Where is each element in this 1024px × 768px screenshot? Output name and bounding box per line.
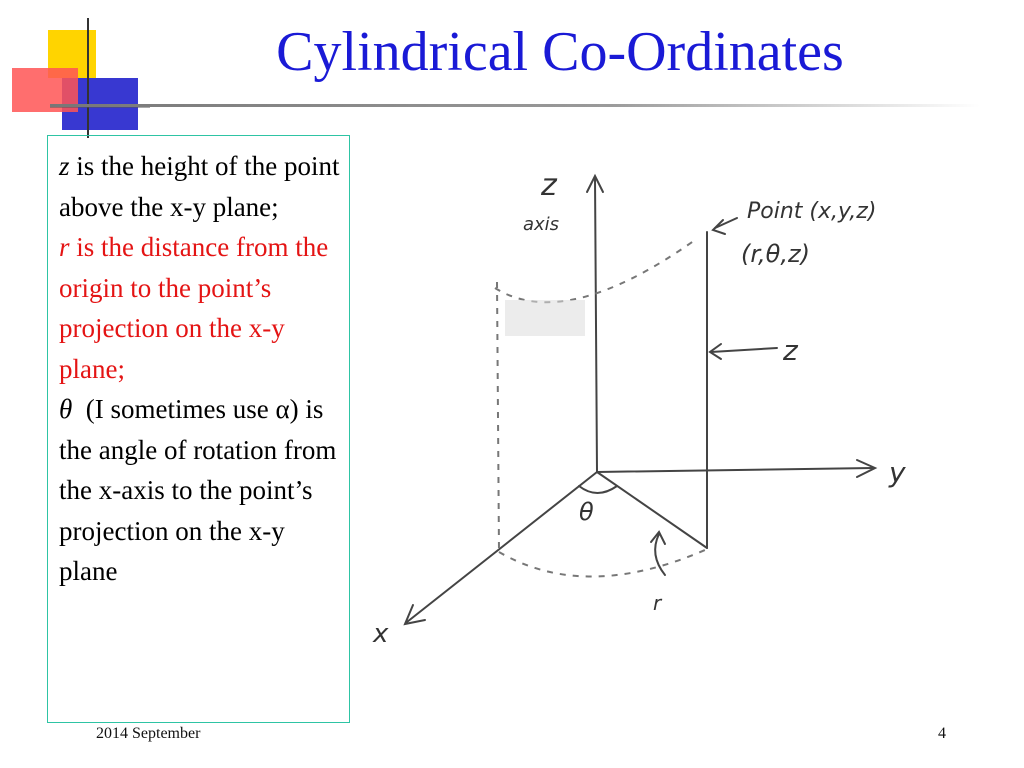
footer-date: 2014 September (96, 725, 201, 742)
x-axis-label: x (373, 619, 389, 649)
r-label: r (653, 591, 662, 615)
theta-definition-text: (I sometimes use α) is the angle of rotation from the x-axis to the point’s projection on the x-y plane (59, 394, 337, 586)
z-axis-word: axis (523, 214, 560, 235)
y-axis-label: y (889, 456, 906, 489)
cylindrical-coordinates-diagram (365, 150, 965, 670)
theta-definition (59, 389, 341, 592)
theta-label: θ (579, 498, 594, 526)
z-pointer-arrow (711, 348, 777, 352)
r-definition (59, 227, 341, 389)
title-underline (50, 104, 980, 107)
z-definition-text: is the height of the point above the x-y plane; (59, 151, 340, 222)
r-symbol: r (59, 232, 70, 262)
height-label: z (783, 334, 798, 367)
page-number: 4 (938, 725, 946, 742)
z-axis-label: z (541, 168, 557, 203)
decorative-logo (0, 0, 170, 140)
z-symbol: z (59, 151, 70, 181)
point-label: Point (x,y,z) (747, 199, 877, 224)
theta-arc (579, 486, 617, 493)
cylinder-left-edge (497, 282, 499, 552)
cylinder-shading (505, 300, 585, 336)
cylindrical-coordinates-label: (r,θ,z) (741, 240, 810, 268)
slide-title: Cylindrical Co-Ordinates (276, 21, 844, 83)
point-pointer-arrow (715, 218, 737, 228)
theta-symbol: θ (59, 394, 73, 424)
y-axis-line (597, 468, 873, 472)
r-definition-text: is the distance from the origin to the point’s projection on the x-y plane; (59, 232, 329, 384)
cylinder-bottom-arc (499, 550, 705, 577)
z-axis-line (595, 178, 597, 472)
x-axis-line (407, 472, 597, 622)
definition-text-box (47, 135, 350, 723)
z-definition (59, 146, 341, 227)
projection-line-r (597, 472, 707, 548)
